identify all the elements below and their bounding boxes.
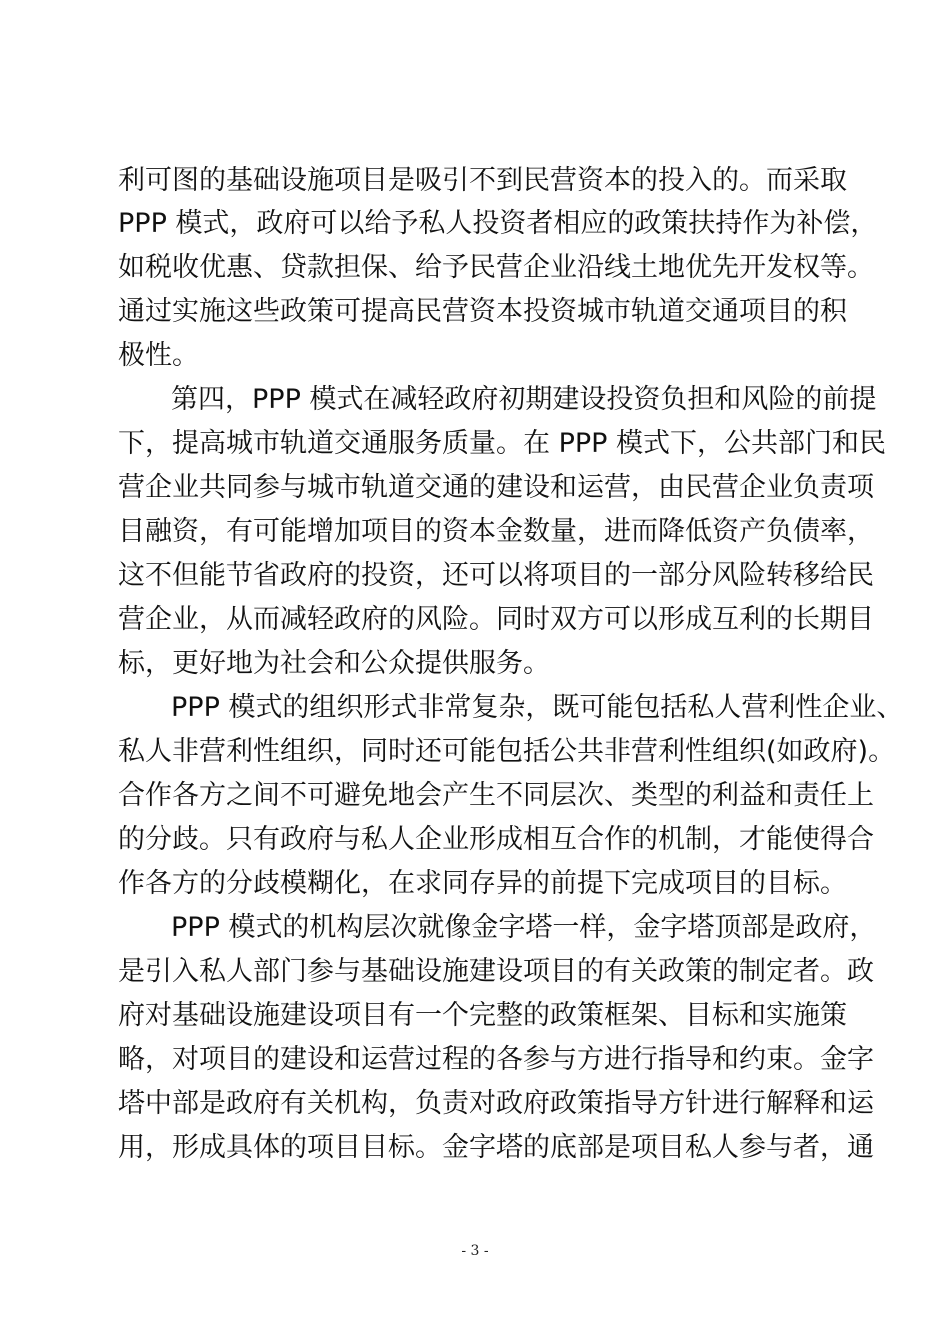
text-line: 标，更好地为社会和公众提供服务。: [118, 648, 550, 679]
text-line: 如税收优惠、贷款担保、给予民营企业沿线土地优先开发权等。: [118, 252, 874, 283]
text-line: 的分歧。只有政府与私人企业形成相互合作的机制，才能使得合: [118, 824, 874, 855]
paragraph-first-line: PPP 模式的机构层次就像金字塔一样，金字塔顶部是政府，: [171, 912, 877, 943]
text-line: 是引入私人部门参与基础设施建设项目的有关政策的制定者。政: [118, 956, 874, 987]
text-line: 通过实施这些政策可提高民营资本投资城市轨道交通项目的积: [118, 296, 847, 327]
text-line: 营企业，从而减轻政府的风险。同时双方可以形成互利的长期目: [118, 604, 874, 635]
paragraph-first-line: PPP 模式的组织形式非常复杂，既可能包括私人营利性企业、: [171, 692, 904, 723]
text-line: 略，对项目的建设和运营过程的各参与方进行指导和约束。金字: [118, 1044, 874, 1075]
text-line: 营企业共同参与城市轨道交通的建设和运营，由民营企业负责项: [118, 472, 874, 503]
text-line: PPP 模式，政府可以给予私人投资者相应的政策扶持作为补偿，: [118, 208, 878, 239]
text-line: 下，提高城市轨道交通服务质量。在 PPP 模式下，公共部门和民: [118, 428, 887, 459]
text-line: 塔中部是政府有关机构，负责对政府政策指导方针进行解释和运: [118, 1088, 874, 1119]
text-line: 这不但能节省政府的投资，还可以将项目的一部分风险转移给民: [118, 560, 874, 591]
page-number: - 3 -: [461, 1243, 489, 1259]
text-line: 私人非营利性组织，同时还可能包括公共非营利性组织(如政府)。: [118, 736, 896, 767]
paragraph-first-line: 第四，PPP 模式在减轻政府初期建设投资负担和风险的前提: [171, 384, 877, 415]
text-line: 目融资，有可能增加项目的资本金数量，进而降低资产负债率，: [118, 516, 874, 547]
text-line: 利可图的基础设施项目是吸引不到民营资本的投入的。而采取: [118, 165, 847, 196]
text-line: 用，形成具体的项目目标。金字塔的底部是项目私人参与者，通: [118, 1132, 874, 1163]
text-line: 作各方的分歧模糊化，在求同存异的前提下完成项目的目标。: [118, 868, 847, 899]
text-line: 极性。: [118, 340, 199, 371]
text-line: 合作各方之间不可避免地会产生不同层次、类型的利益和责任上: [118, 780, 874, 811]
text-line: 府对基础设施建设项目有一个完整的政策框架、目标和实施策: [118, 1000, 847, 1031]
